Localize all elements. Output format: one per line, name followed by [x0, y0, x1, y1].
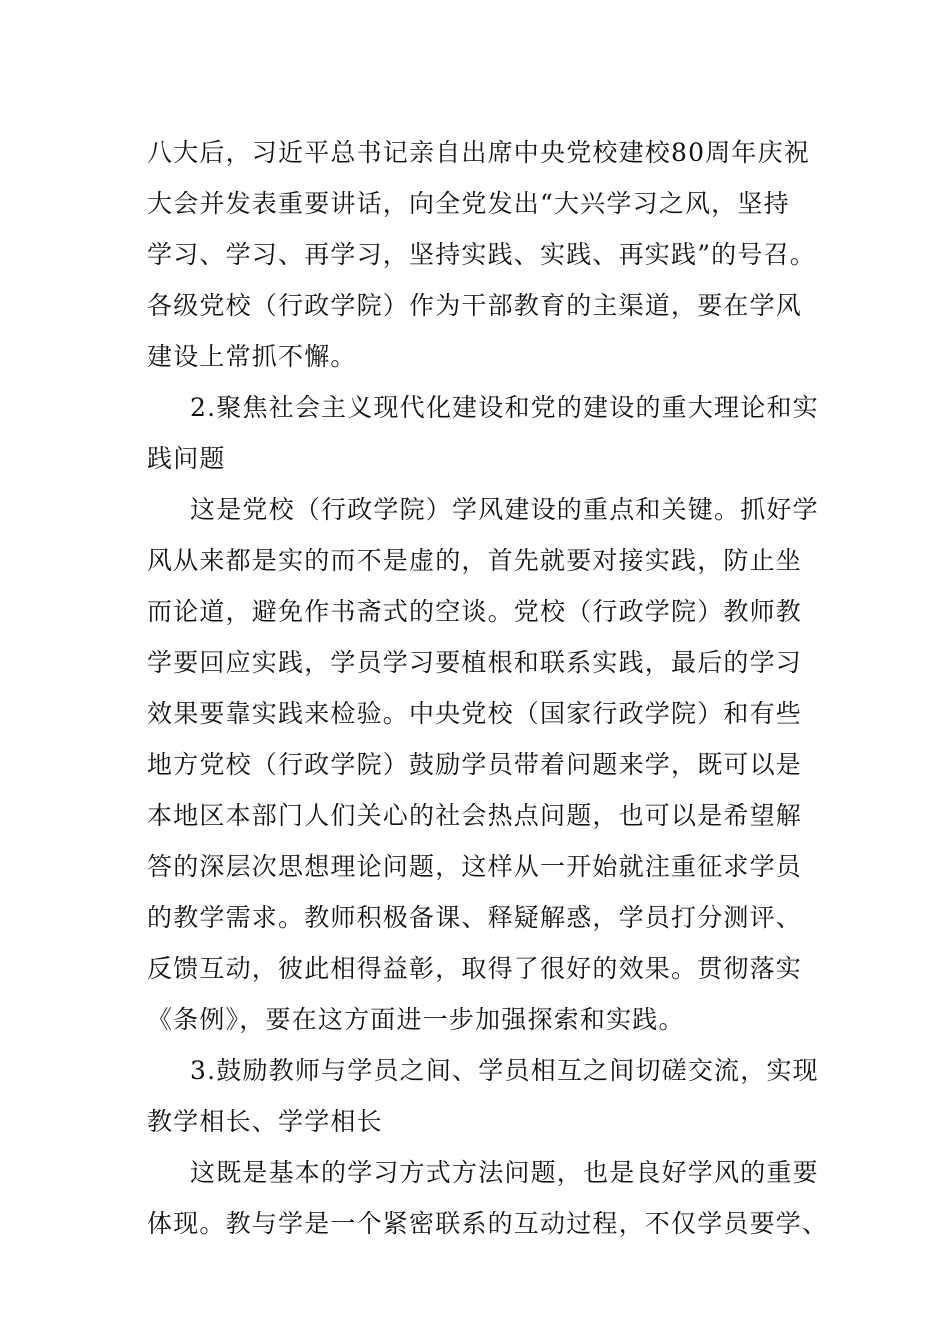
text-line: 各级党校（行政学院）作为干部教育的主渠道，要在学风	[147, 291, 803, 320]
text-line: 八大后，习近平总书记亲自出席中央党校建校80周年庆祝	[147, 138, 811, 167]
text-line: 效果要靠实践来检验。中央党校（国家行政学院）和有些	[147, 699, 803, 728]
text-line: 而论道，避免作书斋式的空谈。党校（行政学院）教师教	[147, 597, 803, 626]
text-line: 建设上常抓不懈。	[147, 342, 357, 371]
text-line: 体现。教与学是一个紧密联系的互动过程，不仅学员要学、	[147, 1209, 829, 1238]
text-line: 答的深层次思想理论问题，这样从一开始就注重征求学员	[147, 852, 803, 881]
paragraph-start: 这既是基本的学习方式方法问题，也是良好学风的重要	[190, 1158, 819, 1187]
document-body	[147, 127, 829, 1249]
text-line: 的教学需求。教师积极备课、释疑解惑，学员打分测评、	[147, 903, 803, 932]
text-line: 反馈互动，彼此相得益彰，取得了很好的效果。贯彻落实	[147, 954, 803, 983]
text-line: 大会并发表重要讲话，向全党发出“大兴学习之风，坚持	[147, 189, 790, 218]
section-heading-2-continued: 践问题	[147, 444, 226, 473]
paragraph-start: 这是党校（行政学院）学风建设的重点和关键。抓好学	[190, 495, 819, 524]
text-line: 学习、学习、再学习，坚持实践、实践、再实践”的号召。	[147, 240, 816, 269]
text-line: 风从来都是实的而不是虚的，首先就要对接实践，防止坐	[147, 546, 803, 575]
section-heading-2: 2.聚焦社会主义现代化建设和党的建设的重大理论和实	[190, 393, 819, 422]
text-line: 地方党校（行政学院）鼓励学员带着问题来学，既可以是	[147, 750, 803, 779]
section-heading-3-continued: 教学相长、学学相长	[147, 1107, 383, 1136]
text-line: 学要回应实践，学员学习要植根和联系实践，最后的学习	[147, 648, 803, 677]
text-line: 本地区本部门人们关心的社会热点问题，也可以是希望解	[147, 801, 803, 830]
text-line: 《条例》，要在这方面进一步加强探索和实践。	[147, 1005, 685, 1034]
section-heading-3: 3.鼓励教师与学员之间、学员相互之间切磋交流，实现	[190, 1056, 819, 1085]
